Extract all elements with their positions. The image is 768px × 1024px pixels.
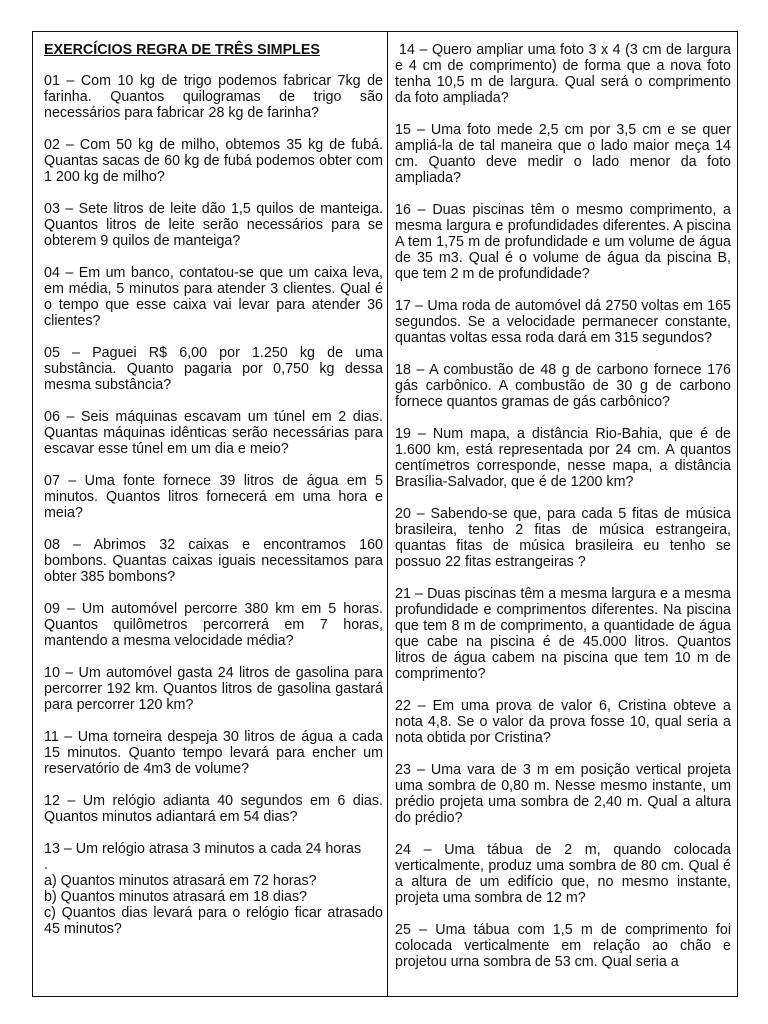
exercise-15: 15 – Uma foto mede 2,5 cm por 3,5 cm e se quer ampliá-la de tal maneira que o lado maior meça 14 cm. Quanto deve medir o lado menor da foto ampliada? — [395, 122, 731, 186]
exercise-10: 10 – Um automóvel gasta 24 litros de gasolina para percorrer 192 km. Quantos litros de gasolina gastará para percorrer 120 km? — [44, 665, 383, 713]
exercise-03: 03 – Sete litros de leite dão 1,5 quilos de manteiga. Quantos litros de leite serão necessários para se obterem 9 quilos de manteiga? — [44, 201, 383, 249]
column-divider — [387, 32, 388, 996]
exercise-16: 16 – Duas piscinas têm o mesmo comprimento, a mesma largura e profundidades diferentes. A piscina A tem 1,75 m de profundidade e um volume de água de 35 m3. Qual é o volume de água da piscina B, que tem 2 m de profundidade? — [395, 202, 731, 282]
exercise-21: 21 – Duas piscinas têm a mesma largura e a mesma profundidade e comprimentos diferentes. Na piscina que tem 8 m de comprimento, a quantidade de água que cabe na piscina é de 45.000 litros. Quantos litros de água cabem na piscina que tem 10 m de comprimento? — [395, 586, 731, 682]
exercise-06: 06 – Seis máquinas escavam um túnel em 2 dias. Quantas máquinas idênticas serão necessárias para escavar esse túnel em um dia e meio? — [44, 409, 383, 457]
exercise-13: 13 – Um relógio atrasa 3 minutos a cada 24 horas . a) Quantos minutos atrasará em 72 horas? b) Quantos minutos atrasará em 18 dias? c) Quantos dias levará para o relógio ficar atrasado 45 minutos? — [44, 841, 383, 937]
exercise-12: 12 – Um relógio adianta 40 segundos em 6 dias. Quantos minutos adiantará em 54 dias? — [44, 793, 383, 825]
exercise-17: 17 – Uma roda de automóvel dá 2750 voltas em 165 segundos. Se a velocidade permanecer constante, quantas voltas essa roda dará em 315 segundos? — [395, 298, 731, 346]
exercise-05: 05 – Paguei R$ 6,00 por 1.250 kg de uma substância. Quanto pagaria por 0,750 kg dessa mesma substância? — [44, 345, 383, 393]
exercise-24: 24 – Uma tábua de 2 m, quando colocada verticalmente, produz uma sombra de 80 cm. Qual é a altura de um edifício que, no mesmo instante, projeta uma sombra de 12 m? — [395, 842, 731, 906]
exercise-02: 02 – Com 50 kg de milho, obtemos 35 kg de fubá. Quantas sacas de 60 kg de fubá podemos obter com 1 200 kg de milho? — [44, 137, 383, 185]
right-column — [389, 32, 737, 996]
page-title: EXERCÍCIOS REGRA DE TRÊS SIMPLES — [44, 42, 320, 58]
exercise-09: 09 – Um automóvel percorre 380 km em 5 horas. Quantos quilômetros percorrerá em 7 horas, mantendo a mesma velocidade média? — [44, 601, 383, 649]
exercise-14: 14 – Quero ampliar uma foto 3 x 4 (3 cm de largura e 4 cm de comprimento) de forma que a nova foto tenha 10,5 m de largura. Qual será o comprimento da foto ampliada? — [395, 42, 731, 106]
exercise-11: 11 – Uma torneira despeja 30 litros de água a cada 15 minutos. Quanto tempo levará para encher um reservatório de 4m3 de volume? — [44, 729, 383, 777]
exercise-19: 19 – Num mapa, a distância Rio-Bahia, que é de 1.600 km, está representada por 24 cm. A quantos centímetros corresponde, nesse mapa, a distância Brasília-Salvador, que é de 1200 km? — [395, 426, 731, 490]
exercise-25: 25 – Uma tábua com 1,5 m de comprimento foi colocada verticalmente em relação ao chão e projetou urna sombra de 53 cm. Qual seria a — [395, 922, 731, 970]
exercise-18: 18 – A combustão de 48 g de carbono fornece 176 gás carbônico. A combustão de 30 g de carbono fornece quantos gramas de gás carbônico? — [395, 362, 731, 410]
exercise-23: 23 – Uma vara de 3 m em posição vertical projeta uma sombra de 0,80 m. Nesse mesmo instante, um prédio projeta uma sombra de 2,40 m. Qual a altura do prédio? — [395, 762, 731, 826]
exercise-sheet — [32, 31, 738, 997]
exercise-08: 08 – Abrimos 32 caixas e encontramos 160 bombons. Quantas caixas iguais necessitamos para obter 385 bombons? — [44, 537, 383, 585]
exercise-20: 20 – Sabendo-se que, para cada 5 fitas de música brasileira, tenho 2 fitas de música estrangeira, quantas fitas de música brasileira eu tenho se possuo 22 fitas estrangeiras ? — [395, 506, 731, 570]
left-column — [33, 32, 387, 996]
exercise-07: 07 – Uma fonte fornece 39 litros de água em 5 minutos. Quantos litros fornecerá em uma hora e meia? — [44, 473, 383, 521]
exercise-22: 22 – Em uma prova de valor 6, Cristina obteve a nota 4,8. Se o valor da prova fosse 10, qual seria a nota obtida por Cristina? — [395, 698, 731, 746]
exercise-04: 04 – Em um banco, contatou-se que um caixa leva, em média, 5 minutos para atender 3 clientes. Qual é o tempo que esse caixa vai levar para atender 36 clientes? — [44, 265, 383, 329]
exercise-01: 01 – Com 10 kg de trigo podemos fabricar 7kg de farinha. Quantos quilogramas de trigo são necessários para fabricar 28 kg de farinha? — [44, 73, 383, 121]
